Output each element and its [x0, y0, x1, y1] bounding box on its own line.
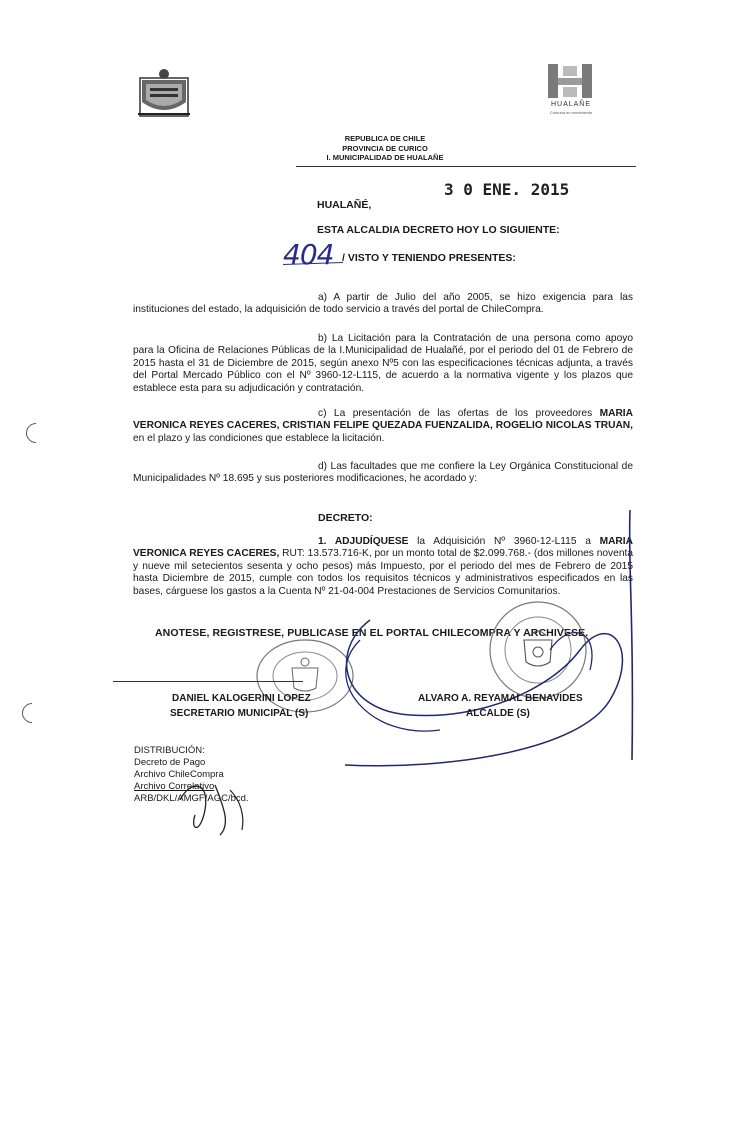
punch-hole-bottom	[18, 699, 46, 727]
header-province: PROVINCIA DE CURICO	[342, 143, 428, 153]
header-municipality: I. MUNICIPALIDAD DE HUALAÑE	[326, 153, 444, 162]
distribution-item: Archivo ChileCompra	[134, 769, 224, 780]
article-1-text2: RUT: 13.573.716-K, por un monto total de $2.099.768.- (dos millones noventa y nueve mil setecientos sesenta y ocho pesos) más Impuesto, por el periodo del mes de Febrero de 2015 hasta Diciembre de 2015, cumple con todos los requisitos técnicos y administrativos especificados en las bases, cárguese los gastos a la Cuenta Nº 21-04-004 Prestaciones de Servicios Comunitarios.	[133, 548, 633, 597]
article-1-number: 1. ADJUDÍQUESE	[318, 536, 409, 547]
punch-hole-top	[22, 419, 50, 447]
article-1-name: MARIA VERONICA REYES CACERES,	[133, 536, 633, 560]
coat-of-arms-icon	[136, 68, 192, 120]
distribution-item: ARB/DKL/AMGF/AGC/bcd.	[134, 793, 249, 804]
distribution-heading: DISTRIBUCIÓN:	[134, 745, 205, 756]
mayor-signature-icon	[250, 500, 670, 780]
intro-line: ESTA ALCALDIA DECRETO HOY LO SIGUIENTE:	[317, 224, 560, 236]
hualane-logo-icon	[546, 62, 594, 100]
place-label: HUALAÑÉ,	[317, 199, 372, 211]
header-block	[290, 134, 480, 163]
considering-line: / VISTO Y TENIENDO PRESENTES:	[342, 252, 516, 264]
closing-line: ANOTESE, REGISTRESE, PUBLICASE EN EL PORTAL CHILECOMPRA Y ARCHIVESE.	[155, 627, 589, 639]
paragraph-d: d) Las facultades que me confiere la Ley Orgánica Constitucional de Municipalidades Nº 18.695 y sus posteriores modificaciones, he acordado y:	[133, 461, 633, 485]
decree-heading: DECRETO:	[318, 512, 373, 524]
header-country: REPUBLICA DE CHILE	[344, 134, 426, 143]
article-1-text1: la Adquisición Nº 3960-12-L115 a	[408, 536, 600, 547]
distribution-block	[134, 745, 249, 805]
date-stamp: 3 0 ENE. 2015	[444, 180, 570, 199]
left-signature-rule	[113, 681, 303, 682]
paragraph-c-start: c) La presentación de las ofertas de los proveedores	[318, 408, 600, 419]
paragraph-c	[133, 408, 633, 445]
right-signer-name: ALVARO A. REYAMAL BENAVIDES	[418, 693, 583, 704]
distribution-item: Archivo Correlativo	[134, 781, 215, 792]
paragraph-c-end: en el plazo y las condiciones que establece la licitación.	[133, 432, 385, 444]
distribution-item: Decreto de Pago	[134, 757, 206, 768]
logo-name: HUALAÑE	[550, 101, 592, 108]
logo-tagline: Comuna en movimiento	[549, 110, 593, 115]
paragraph-b: b) La Licitación para la Contratación de una persona como apoyo para la Oficina de Relaciones Públicas de la I.Municipalidad de Hualañé, por el periodo del 01 de Febrero de 2015 hasta el 31 de Diciembre de 2015, según anexo Nº5 con las especificaciones técnicas adjunta, a través del Portal Mercado Público con el Nº 3960-12-L115, de acuerdo a la normativa vigente y los plazos que establece esta para su adjudicación y contratación.	[133, 333, 633, 394]
left-signer-name: DANIEL KALOGERINI LOPEZ	[172, 693, 311, 704]
right-signer-title: ALCALDE (S)	[466, 708, 530, 719]
decree-number-handwritten: 404	[283, 238, 334, 271]
header-rule	[296, 166, 636, 167]
paragraph-a: a) A partir de Julio del año 2005, se hizo exigencia para las instituciones del estado, la adquisición de todo servicio a través del portal de ChileCompra.	[133, 292, 633, 316]
left-signer-title: SECRETARIO MUNICIPAL (S)	[170, 708, 309, 719]
paragraph-c-names: MARIA VERONICA REYES CACERES, CRISTIAN FELIPE QUEZADA FUENZALIDA, ROGELIO NICOLAS TRUAN,	[133, 408, 633, 432]
